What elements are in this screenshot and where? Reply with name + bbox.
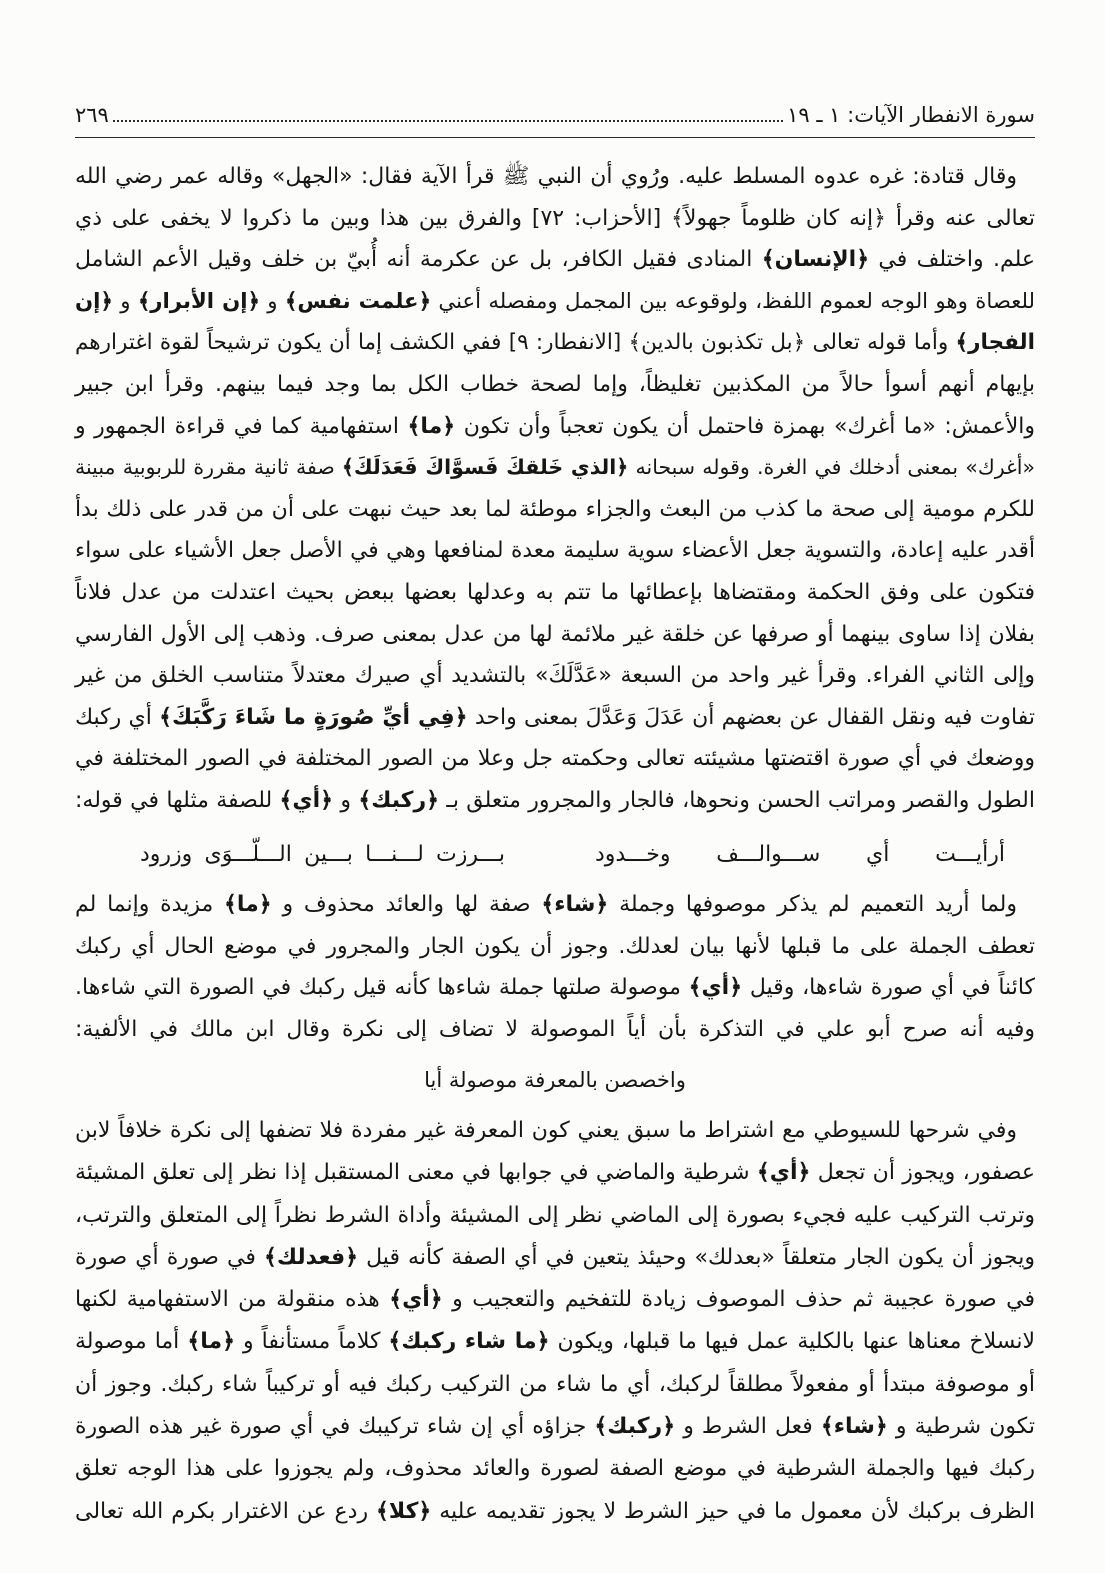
text-line — [75, 1237, 1035, 1279]
text-line — [75, 1195, 1035, 1237]
text-run: علم. واختلف في — [869, 247, 1035, 273]
text-run: الظرف بركبك لأن معمول ما في حيز الشرط لا يجوز تقديمه عليه — [431, 1498, 1036, 1524]
running-title: سورة الانفطار الآيات: ١ ـ ١٩ — [787, 103, 1035, 127]
text-run: موصولة صلتها جملة شاءها كأنه قيل ركبك في الصورة التي شاءها. — [75, 975, 689, 1001]
text-run: استفهامية كما في قراءة الجمهور و — [75, 413, 408, 439]
text-run: للعصاة وهو الوجه لعموم اللفظ، ولوقوعه بين المجمل ومفصله أعني — [431, 288, 1036, 314]
quran-quote: ﴿ما﴾ — [407, 413, 456, 439]
text-line — [75, 406, 1035, 448]
text-run: ووضعك في أي صورة اقتضتها مشيئته تعالى وحكمته جل وعلا من الصور المختلفة في الصور المختلفة في — [75, 746, 1035, 772]
quran-quote: ﴿ركبك﴾ — [358, 787, 440, 813]
text-line — [75, 1009, 1035, 1051]
text-run: ردع عن الاغترار بكرم الله تعالى — [75, 1498, 377, 1524]
text-line — [75, 1110, 1035, 1152]
text-run: تعطف الجملة على ما قبلها لأنها بيان لعدلك. وجوز أن يكون الجار والمجرور في موضع الحال أي ركبك — [75, 933, 1035, 959]
quran-quote: ﴿شاء﴾ — [820, 1414, 888, 1440]
text-run: جزاؤه أي إن شاء تركيبك في أي صورة غير هذه الصورة — [75, 1414, 595, 1440]
text-line — [75, 780, 1035, 822]
quran-quote: ﴿ركبك﴾ — [594, 1414, 676, 1440]
text-run: وإلى الثاني الفراء. وقرأ غير واحد من السبعة «عَدَّلَكَ» بالتشديد أي صيرك معتدلاً متناسب الخلق من غير — [75, 663, 1035, 689]
text-run: للكرم مومية إلى صحة ما كذب من البعث والجزاء موطئة لما بعد حيث نبهت على أن من قدر على ذلك بدأ — [75, 496, 1035, 522]
header-rule — [75, 137, 1035, 138]
poetry-verse — [140, 834, 1005, 876]
page-number: ٢٦٩ — [75, 103, 109, 127]
text-run: كلاماً مستأنفاً و — [234, 1329, 389, 1355]
text-line — [75, 1406, 1035, 1448]
text-line — [75, 489, 1035, 531]
quran-quote: ﴿علمت نفس﴾ — [284, 288, 432, 314]
text-line — [75, 1279, 1035, 1321]
text-run: في صورة أي صورة — [75, 1244, 264, 1270]
text-line — [75, 364, 1035, 406]
text-line — [75, 239, 1035, 281]
quran-quote: ﴿ما شاء ركبك﴾ — [388, 1329, 550, 1355]
text-line — [75, 447, 1035, 489]
alfiya-verse: واخصصن بالمعرفة موصولة أيا — [424, 1068, 686, 1092]
text-line — [75, 926, 1035, 968]
text-line — [75, 156, 1035, 198]
quran-quote: ﴿أي﴾ — [279, 787, 334, 813]
quran-quote: الفجار﴾ — [955, 330, 1035, 356]
quran-quote: ﴿الذي خَلقكَ فَسوَّاكَ فَعَدَلَكَ﴾ — [341, 455, 629, 480]
second-hemistich: بـــرزت لـــنـــا بـــين الـــلّـــوَى وزرود — [140, 842, 505, 867]
text-line — [75, 738, 1035, 780]
text-run: الطول والقصر ومراتب الحسن ونحوها، فالجار والمجرور متعلق بـ — [439, 787, 1035, 813]
text-run: أقدر عليه إعادة، والتسوية جعل الأعضاء سوية سليمة معدة لمنافعها وهي في الأصل جعل الأشياء على سواء — [75, 538, 1035, 564]
text-line — [75, 1321, 1035, 1363]
text-line — [75, 697, 1035, 739]
text-run: أو موصوفة مبتدأ أو مفعولاً مطلقاً لركبك، أي ما شاء من التركيب ركبك فيه أو تركيباً شاء ركبك. وجوز أن — [75, 1371, 1035, 1397]
paragraph-1 — [75, 156, 1035, 822]
text-line — [75, 1491, 1035, 1533]
text-run: عصفور، ويجوز أن تجعل — [810, 1160, 1035, 1186]
text-line — [75, 530, 1035, 572]
text-line — [75, 1448, 1035, 1490]
text-run: شرطية والماضي في جوابها في معنى المستقبل إذا نظر إلى تعلق المشيئة — [75, 1160, 757, 1186]
text-run: في صورة عجيبة ثم حذف الموصوف زيادة للتفخيم والتعجيب و — [442, 1287, 1035, 1313]
quran-quote: ﴿الإنسان﴾ — [761, 247, 870, 273]
text-run: تفاوت فيه ونقل القفال عن بعضهم أن عَدَلَ وَعَدَّلَ بمعنى واحد — [467, 704, 1035, 730]
text-run: و — [333, 787, 359, 813]
quran-quote: ﴿فعدلك﴾ — [263, 1244, 359, 1270]
quran-quote: ﴿فِي أيِّ صُورَةٍ ما شَاءَ رَكَّبَكَ﴾ — [159, 704, 468, 730]
quran-quote: ﴿ما﴾ — [224, 892, 272, 917]
text-line — [75, 322, 1035, 364]
text-run: ركبك فيها والجملة الشرطية في موضع الصفة لصورة والعائد محذوف، ولم يجوزوا على هذا الوجه تعلق — [75, 1456, 1035, 1482]
text-run: تعالى عنه وقرأ ﴿إنه كان ظلوماً جهولاً﴾ [الأحزاب: ٧٢] والفرق بين هذا وبين ما ذكروا لا يخفى على ذي — [75, 205, 1035, 231]
text-run: صفة لها والعائد محذوف و — [271, 892, 542, 917]
text-run: هذه منقولة من الاستفهامية لكنها — [75, 1287, 390, 1313]
text-run: ويجوز أن يكون الجار متعلقاً «بعدلك» وحيئذ يتعين في أي الصفة كأنه قيل — [358, 1244, 1035, 1270]
page-header — [75, 96, 1035, 134]
text-run: للصفة مثلها في قوله: — [75, 787, 280, 813]
text-run: تكون شرطية و — [887, 1414, 1035, 1440]
text-run: المنادى فقيل الكافر، بل عن عكرمة أنه أُبيّ بن خلف وقيل الأعم الشامل — [75, 247, 762, 273]
text-run: مزيدة وإنما لم — [75, 892, 225, 917]
paragraph-3 — [75, 1110, 1035, 1533]
quran-quote: ﴿أي﴾ — [389, 1287, 443, 1313]
text-run: والأعمش: «ما أغرك» بهمزة فاحتمل أن يكون تعجباً وأن تكون — [455, 413, 1035, 439]
text-line — [75, 614, 1035, 656]
text-run: فتكون على وفق الحكمة ومقتضاها بإعطائها ما تتم به وعدلها بعضها ببعض بحيث اعتدلت من عدل فلاناً — [75, 579, 1035, 605]
text-line — [75, 967, 1035, 1009]
text-line — [75, 1364, 1035, 1406]
text-run: و — [259, 288, 285, 314]
text-line — [75, 198, 1035, 240]
text-line — [75, 884, 1035, 926]
quran-quote: ﴿إن — [75, 288, 113, 314]
text-run: أي ركبك — [75, 704, 160, 730]
text-run: بفلان إذا ساوى بينهما أو صرفها عن خلقة غير ملائمة لها من عدل بمعنى صرف. وذهب إلى الأول الفارسي — [75, 621, 1035, 647]
text-line — [75, 572, 1035, 614]
first-hemistich: أرأيـــت أي ســـوالـــف وخـــدود — [595, 842, 1005, 867]
paragraph-2 — [75, 884, 1035, 1050]
text-run: صفة ثانية مقررة للربوبية مبينة — [75, 455, 342, 480]
quran-quote: ﴿شاء﴾ — [541, 892, 609, 917]
text-run: لانسلاخ معناها عنها بالكلية عمل فيها ما قبلها، ويكون — [549, 1329, 1035, 1355]
text-run: وترتب التركيب عليه فجيء بصورة إلى الماضي نظر إلى المشيئة وأداة الشرط نظراً إلى المتعلق والترتب، — [75, 1202, 1035, 1228]
text-line — [75, 281, 1035, 323]
quran-quote: ﴿أي﴾ — [756, 1160, 811, 1186]
quran-quote: ﴿إن الأبرار﴾ — [137, 288, 260, 314]
quran-quote: ﴿أي﴾ — [688, 975, 743, 1001]
text-run: ولما أريد التعميم لم يذكر موصوفها وجملة — [608, 892, 1018, 917]
text-run: أما موصولة — [75, 1329, 188, 1355]
quran-quote: ﴿ما﴾ — [187, 1329, 235, 1355]
text-run: و — [112, 288, 138, 314]
text-run: وقال قتادة: غره عدوه المسلط عليه. ورُوي أن النبي ﷺ قرأ الآية فقال: «الجهل» وقاله عمر رضي الله — [75, 164, 1017, 189]
text-run: فعل الشرط و — [675, 1414, 821, 1440]
text-run: «أغرك» بمعنى أدخلك في الغرة. وقوله سبحانه — [628, 455, 1035, 480]
quran-quote: ﴿كلا﴾ — [376, 1498, 432, 1524]
leader-dots — [113, 120, 783, 122]
text-run: كائناً في أي صورة شاءها، وقيل — [742, 975, 1035, 1001]
text-run: وفيه أنه صرح أبو علي في التذكرة بأن أياً الموصولة لا تضاف إلى نكرة وقال ابن مالك في الألفية: — [75, 1016, 1035, 1042]
text-run: وفي شرحها للسيوطي مع اشتراط ما سبق يعني كون المعرفة غير مفردة فلا تضفها إلى نكرة خلافاً لابن — [75, 1118, 1017, 1143]
text-run: وأما قوله تعالى ﴿بل تكذبون بالدين﴾ [الانفطار: ٩] ففي الكشف إما أن يكون ترشيحاً لقوة اغترارهم — [75, 330, 956, 356]
text-line — [75, 1152, 1035, 1194]
text-line — [75, 655, 1035, 697]
text-run: بإيهام أنهم أسوأ حالاً من المكذبين تغليظاً، وإما لصحة خطاب الكل بما وجد فيما بينهم. وقرأ ابن جبير — [75, 371, 1035, 397]
